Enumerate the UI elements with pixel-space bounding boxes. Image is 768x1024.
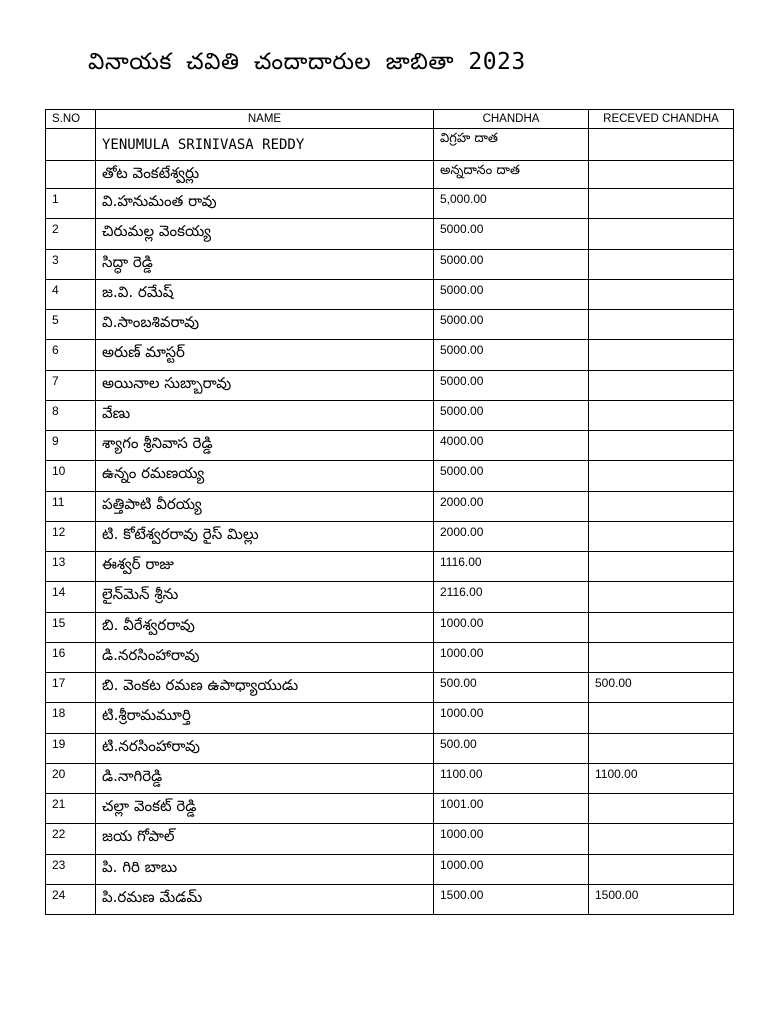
table-row bbox=[46, 763, 734, 793]
row-chandha: 1500.00 bbox=[434, 884, 589, 914]
row-name: YENUMULA SRINIVASA REDDY bbox=[96, 129, 434, 161]
table-row bbox=[46, 279, 734, 309]
row-name: డి.నరసింహారావు bbox=[96, 642, 434, 672]
table-row bbox=[46, 794, 734, 824]
table-row-food-donor bbox=[46, 161, 734, 189]
row-name: డి.నాగిరెడ్డి bbox=[96, 763, 434, 793]
table-row bbox=[46, 219, 734, 249]
table-row bbox=[46, 340, 734, 370]
row-chandha: 500.00 bbox=[434, 733, 589, 763]
table-row bbox=[46, 249, 734, 279]
table-row bbox=[46, 491, 734, 521]
row-name: శ్యాగం శ్రీనివాస రెడ్డి bbox=[96, 431, 434, 461]
header-chandha: CHANDHA bbox=[434, 110, 589, 129]
row-received bbox=[589, 219, 734, 249]
header-row bbox=[46, 110, 734, 129]
row-name: వి.సాంబశివరావు bbox=[96, 310, 434, 340]
row-sno: 16 bbox=[46, 642, 96, 672]
row-sno: 15 bbox=[46, 612, 96, 642]
table-row bbox=[46, 552, 734, 582]
row-received bbox=[589, 824, 734, 854]
row-sno: 19 bbox=[46, 733, 96, 763]
row-name: వి.హనుమంత రావు bbox=[96, 189, 434, 219]
row-received bbox=[589, 642, 734, 672]
row-received bbox=[589, 612, 734, 642]
row-name: ఈశ్వర్ రాజు bbox=[96, 552, 434, 582]
row-sno: 3 bbox=[46, 249, 96, 279]
row-sno: 2 bbox=[46, 219, 96, 249]
table-row bbox=[46, 582, 734, 612]
row-chandha: 4000.00 bbox=[434, 431, 589, 461]
row-sno: 9 bbox=[46, 431, 96, 461]
row-sno bbox=[46, 129, 96, 161]
row-received bbox=[589, 703, 734, 733]
row-sno bbox=[46, 161, 96, 189]
table-row bbox=[46, 673, 734, 703]
row-chandha: 5000.00 bbox=[434, 249, 589, 279]
row-name: అరుణ్ మాస్టర్ bbox=[96, 340, 434, 370]
table-row bbox=[46, 370, 734, 400]
row-received: 500.00 bbox=[589, 673, 734, 703]
row-received bbox=[589, 161, 734, 189]
row-sno: 6 bbox=[46, 340, 96, 370]
row-name: పి. గిరి బాబు bbox=[96, 854, 434, 884]
table-row bbox=[46, 884, 734, 914]
row-received bbox=[589, 129, 734, 161]
row-chandha: 2116.00 bbox=[434, 582, 589, 612]
row-chandha: 1001.00 bbox=[434, 794, 589, 824]
row-chandha: 1000.00 bbox=[434, 642, 589, 672]
row-sno: 13 bbox=[46, 552, 96, 582]
row-name: సిద్ధా రెడ్డి bbox=[96, 249, 434, 279]
row-chandha: 1000.00 bbox=[434, 703, 589, 733]
row-received bbox=[589, 582, 734, 612]
table-row bbox=[46, 461, 734, 491]
row-received: 1500.00 bbox=[589, 884, 734, 914]
row-name: లైన్‌మెన్ శ్రీను bbox=[96, 582, 434, 612]
row-chandha: 5000.00 bbox=[434, 370, 589, 400]
row-chandha: 5000.00 bbox=[434, 219, 589, 249]
row-name: అయినాల సుబ్బారావు bbox=[96, 370, 434, 400]
row-sno: 22 bbox=[46, 824, 96, 854]
row-sno: 4 bbox=[46, 279, 96, 309]
row-received bbox=[589, 461, 734, 491]
row-received bbox=[589, 794, 734, 824]
row-sno: 11 bbox=[46, 491, 96, 521]
row-received bbox=[589, 340, 734, 370]
row-chandha: 500.00 bbox=[434, 673, 589, 703]
row-sno: 14 bbox=[46, 582, 96, 612]
table-row bbox=[46, 431, 734, 461]
row-name: టి.నరసింహారావు bbox=[96, 733, 434, 763]
table-row bbox=[46, 642, 734, 672]
table-row bbox=[46, 854, 734, 884]
row-chandha: అన్నదానం దాత bbox=[434, 161, 589, 189]
row-received bbox=[589, 400, 734, 430]
row-chandha: 1000.00 bbox=[434, 824, 589, 854]
table-row bbox=[46, 612, 734, 642]
row-chandha: 5000.00 bbox=[434, 400, 589, 430]
row-name: పత్తిపాటి వీరయ్య bbox=[96, 491, 434, 521]
row-name: బి. వెంకట రమణ ఉపాధ్యాయుడు bbox=[96, 673, 434, 703]
row-sno: 5 bbox=[46, 310, 96, 340]
row-sno: 24 bbox=[46, 884, 96, 914]
row-chandha: 1000.00 bbox=[434, 612, 589, 642]
table-row bbox=[46, 310, 734, 340]
row-name: టి. కోటేశ్వరరావు రైస్ మిల్లు bbox=[96, 521, 434, 551]
row-name: బి. వీరేశ్వరరావు bbox=[96, 612, 434, 642]
row-chandha: 5000.00 bbox=[434, 340, 589, 370]
table-row bbox=[46, 824, 734, 854]
row-sno: 7 bbox=[46, 370, 96, 400]
row-sno: 1 bbox=[46, 189, 96, 219]
row-sno: 21 bbox=[46, 794, 96, 824]
row-received bbox=[589, 431, 734, 461]
row-name: జయ గోపాల్ bbox=[96, 824, 434, 854]
row-chandha: 1000.00 bbox=[434, 854, 589, 884]
row-received bbox=[589, 189, 734, 219]
table-row bbox=[46, 703, 734, 733]
table-row bbox=[46, 521, 734, 551]
row-sno: 18 bbox=[46, 703, 96, 733]
header-name: NAME bbox=[96, 110, 434, 129]
row-sno: 17 bbox=[46, 673, 96, 703]
table-row-idol-donor bbox=[46, 129, 734, 161]
row-received bbox=[589, 249, 734, 279]
header-received: RECEVED CHANDHA bbox=[589, 110, 734, 129]
row-received bbox=[589, 370, 734, 400]
table-row bbox=[46, 400, 734, 430]
row-chandha: 5000.00 bbox=[434, 279, 589, 309]
row-received: 1100.00 bbox=[589, 763, 734, 793]
row-sno: 12 bbox=[46, 521, 96, 551]
row-received bbox=[589, 491, 734, 521]
subscribers-table bbox=[45, 109, 734, 915]
table-row bbox=[46, 733, 734, 763]
row-chandha: 1100.00 bbox=[434, 763, 589, 793]
row-chandha: 5000.00 bbox=[434, 461, 589, 491]
row-name: ఉన్నం రమణయ్య bbox=[96, 461, 434, 491]
row-chandha: 2000.00 bbox=[434, 491, 589, 521]
table-row bbox=[46, 189, 734, 219]
row-name: టి.శ్రీరామమూర్తి bbox=[96, 703, 434, 733]
row-received bbox=[589, 310, 734, 340]
row-sno: 23 bbox=[46, 854, 96, 884]
row-chandha: విగ్రహ దాత bbox=[434, 129, 589, 161]
row-chandha: 5,000.00 bbox=[434, 189, 589, 219]
row-name: చల్లా వెంకట్ రెడ్డి bbox=[96, 794, 434, 824]
row-received bbox=[589, 854, 734, 884]
row-chandha: 1116.00 bbox=[434, 552, 589, 582]
row-sno: 20 bbox=[46, 763, 96, 793]
row-name: చిరుమల్ల వెంకయ్య bbox=[96, 219, 434, 249]
page-title: వినాయక చవితి చందాదారుల జాబితా 2023 bbox=[88, 49, 526, 75]
row-chandha: 2000.00 bbox=[434, 521, 589, 551]
row-sno: 10 bbox=[46, 461, 96, 491]
header-sno: S.NO bbox=[46, 110, 96, 129]
row-name: పి.రమణ మేడమ్ bbox=[96, 884, 434, 914]
row-name: వేణు bbox=[96, 400, 434, 430]
row-received bbox=[589, 733, 734, 763]
row-name: తోట వెంకటేశ్వర్లు bbox=[96, 161, 434, 189]
row-received bbox=[589, 279, 734, 309]
row-chandha: 5000.00 bbox=[434, 310, 589, 340]
row-name: జ.వి. రమేష్ bbox=[96, 279, 434, 309]
row-received bbox=[589, 552, 734, 582]
row-received bbox=[589, 521, 734, 551]
row-sno: 8 bbox=[46, 400, 96, 430]
